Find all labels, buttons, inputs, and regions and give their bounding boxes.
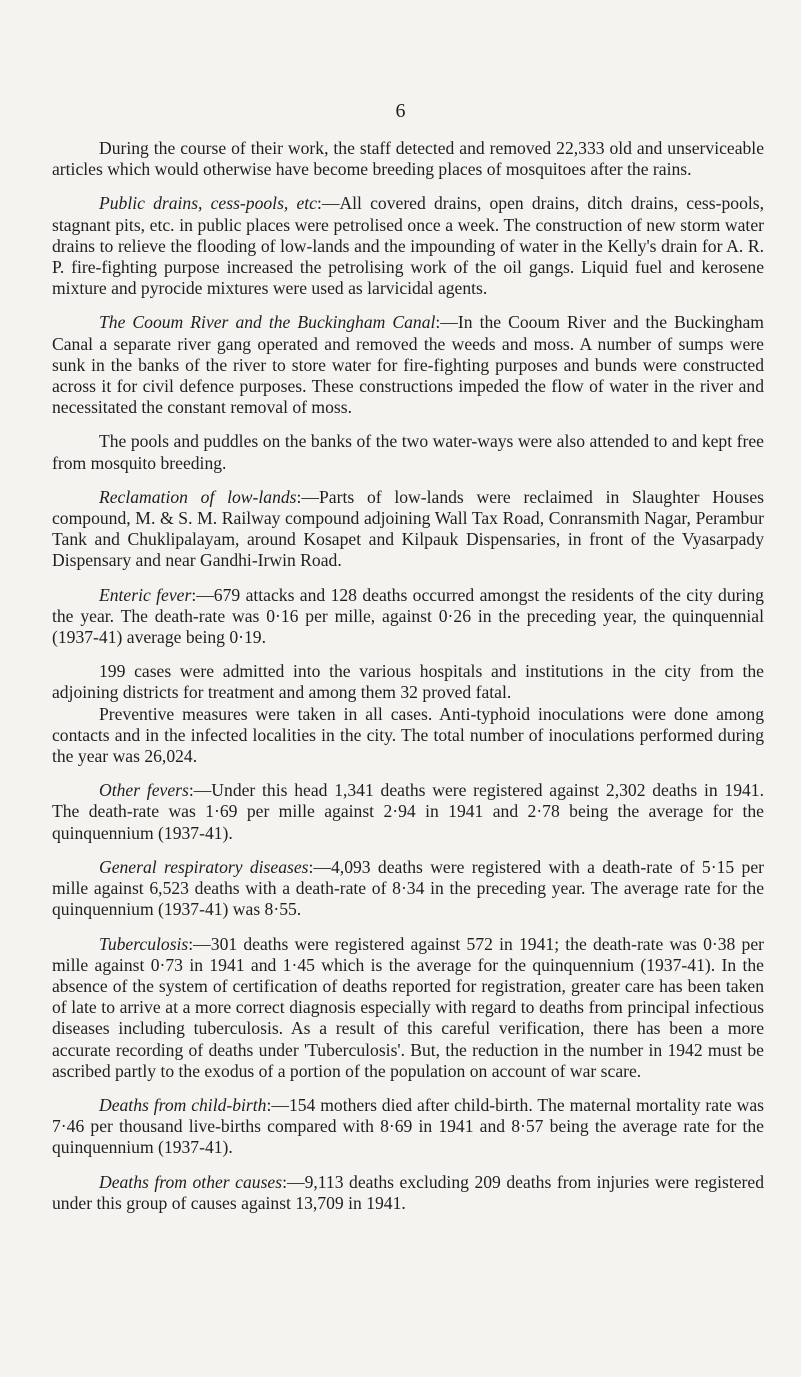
paragraph	[52, 934, 764, 1082]
paragraph-heading: Reclamation of low-lands	[99, 486, 297, 507]
paragraph-text: 199 cases were admitted into the various hospitals and institutions in the city from the adjoining districts for treatment and among them 32 proved fatal.	[52, 661, 764, 703]
paragraph-text: :—All covered drains, open drains, ditch drains, cess-pools, stagnant pits, etc. in public places were petrolised once a week. The construction of new storm water drains to relieve the flooding of low-lands and the impounding of water in the Kelly's drain for A. R. P. fire-fighting purpose increased the petrolising work of the oil gangs. Liquid fuel and kerosene mixture and pyrocide mixtures were used as larvicidal agents.	[52, 193, 764, 299]
paragraph	[52, 704, 764, 768]
paragraph-heading: Tuberculosis	[99, 933, 189, 954]
page-number: 6	[395, 100, 406, 122]
document-body	[52, 138, 764, 1227]
paragraph-heading: Other fevers	[99, 780, 189, 801]
paragraph-text: :—301 deaths were registered against 572 in 1941; the death-rate was 0·38 per mille against 0·73 in 1941 and 1·45 which is the average for the quinquennium (1937-41). In the absence of the system of certification of deaths reported for registration, greater care has been taken of late to arrive at a more correct diagnosis especially with regard to deaths from principal infectious diseases including tuberculosis. As a result of this careful verification, there has been a more accurate recording of deaths under 'Tuberculosis'. But, the reduction in the number in 1942 must be ascribed partly to the exodus of a portion of the population on account of war scare.	[52, 933, 764, 1081]
paragraph	[52, 431, 764, 473]
paragraph-heading: The Cooum River and the Buckingham Canal	[99, 312, 436, 333]
paragraph-text: :—154 mothers died after child-birth. The maternal mortality rate was 7·46 per thousand live-births compared with 8·69 in 1941 and 8·57 being the average rate for the quinquennium (1937-41).	[52, 1094, 765, 1158]
paragraph-text: :—4,093 deaths were registered with a death-rate of 5·15 per mille against 6,523 deaths with a death-rate of 8·34 in the preceding year. The average rate for the quinquennium (1937-41) was 8·55.	[52, 856, 764, 920]
paragraph	[52, 312, 764, 418]
paragraph-text: Preventive measures were taken in all cases. Anti-typhoid inoculations were done among contacts and in the infected localities in the city. The total number of inoculations performed during the year was 26,024.	[52, 703, 764, 767]
paragraph-text: The pools and puddles on the banks of the two water-ways were also attended to and kept free from mosquito breeding.	[52, 431, 764, 473]
paragraph	[52, 193, 764, 299]
paragraph-text: :—In the Cooum River and the Buckingham Canal a separate river gang operated and removed the weeds and moss. A number of sumps were sunk in the banks of the river to store water for fire-fighting purposes and bunds were constructed across it for civil defence purposes. These constructions impeded the flow of water in the river and necessitated the constant removal of moss.	[52, 312, 764, 418]
paragraph-text: :—679 attacks and 128 deaths occurred amongst the residents of the city during the year. The death-rate was 0·16 per mille, against 0·26 in the preceding year, the quinquennial (1937-41) average being 0·19.	[52, 584, 764, 648]
paragraph-text: During the course of their work, the staff detected and removed 22,333 old and unserviceable articles which would otherwise have become breeding places of mosquitoes after the rains.	[52, 138, 764, 180]
paragraph-heading: General respiratory diseases	[99, 856, 309, 877]
paragraph-text: :—Under this head 1,341 deaths were registered against 2,302 deaths in 1941. The death-rate was 1·69 per mille against 2·94 in 1941 and 2·78 being the average for the quinquennium (1937-41).	[52, 780, 764, 843]
paragraph-heading: Deaths from child-birth	[99, 1094, 267, 1115]
paragraph-heading: Public drains, cess-pools, etc	[99, 193, 317, 214]
paragraph	[52, 585, 764, 649]
paragraph	[52, 661, 764, 703]
paragraph	[52, 1172, 764, 1214]
paragraph	[52, 780, 764, 844]
paragraph	[52, 857, 764, 921]
paragraph	[52, 1095, 764, 1159]
paragraph-text: :—Parts of low-lands were reclaimed in Slaughter Houses compound, M. & S. M. Railway compound adjoining Wall Tax Road, Conransmith Nagar, Perambur Tank and Chuklipalayam, around Kosapet and Kilpauk Dispensaries, in front of the Vyasarpady Dispensary and near Gandhi-Irwin Road.	[52, 486, 764, 571]
paragraph	[52, 487, 764, 572]
paragraph	[52, 138, 764, 180]
paragraph-text: :—9,113 deaths excluding 209 deaths from injuries were registered under this group of causes against 13,709 in 1941.	[52, 1171, 764, 1213]
paragraph-heading: Enteric fever	[99, 584, 192, 605]
paragraph-heading: Deaths from other causes	[99, 1171, 283, 1192]
